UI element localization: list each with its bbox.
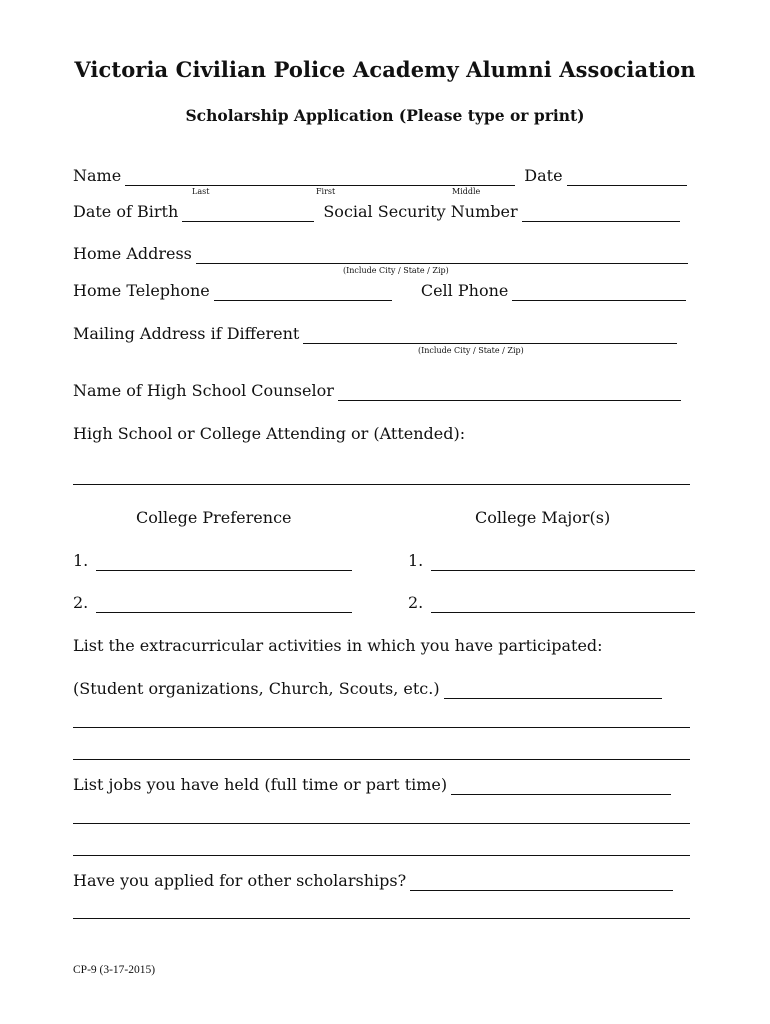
extracurricular-examples-label: (Student organizations, Church, Scouts, etc.) [73,679,440,698]
date-field[interactable] [567,169,687,186]
college-major-1-row [408,551,695,571]
mailing-address-hint: (Include City / State / Zip) [418,346,524,355]
home-address-row [73,244,688,264]
counselor-label: Name of High School Counselor [73,381,334,400]
date-label: Date [524,166,563,185]
page-subtitle: Scholarship Application (Please type or print) [185,106,585,125]
home-phone-label: Home Telephone [73,281,210,300]
extracurricular-field-3[interactable] [73,759,690,760]
home-phone-field[interactable] [214,284,392,301]
other-scholarships-row [73,871,673,891]
mailing-address-row [73,324,677,344]
school-label-row [73,424,465,444]
jobs-label: List jobs you have held (full time or part time) [73,775,448,794]
name-last-hint: Last [192,187,210,196]
college-pref-2-field[interactable] [96,596,352,613]
college-pref-1-number: 1. [73,551,89,570]
college-major-2-field[interactable] [431,596,695,613]
jobs-field-2[interactable] [73,823,690,824]
page-title: Victoria Civilian Police Academy Alumni Association [74,57,696,82]
college-pref-2-number: 2. [73,593,89,612]
home-address-label: Home Address [73,244,192,263]
name-row [73,166,687,186]
extracurricular-label: List the extracurricular activities in which you have participated: [73,636,603,655]
school-label: High School or College Attending or (Attended): [73,424,466,443]
dob-label: Date of Birth [73,202,179,221]
jobs-row [73,775,671,795]
counselor-row [73,381,681,401]
form-code: CP-9 (3-17-2015) [73,964,156,976]
name-label: Name [73,166,122,185]
extracurricular-field-1[interactable] [444,682,662,699]
ssn-field[interactable] [522,205,680,222]
mailing-address-field[interactable] [303,327,677,344]
college-major-heading: College Major(s) [475,508,611,527]
college-pref-2-row [73,593,352,613]
ssn-label: Social Security Number [323,202,518,221]
college-pref-1-row [73,551,352,571]
home-address-field[interactable] [196,247,688,264]
college-preference-heading: College Preference [136,508,292,527]
name-field[interactable] [125,169,515,186]
jobs-field-3[interactable] [73,855,690,856]
college-major-2-number: 2. [408,593,424,612]
name-middle-hint: Middle [452,187,481,196]
phone-row [73,281,686,301]
jobs-field-1[interactable] [451,778,671,795]
other-scholarships-label: Have you applied for other scholarships? [73,871,407,890]
school-field[interactable] [73,484,690,485]
college-major-1-number: 1. [408,551,424,570]
other-scholarships-field-2[interactable] [73,918,690,919]
college-major-2-row [408,593,695,613]
college-pref-1-field[interactable] [96,554,352,571]
extracurricular-field-2[interactable] [73,727,690,728]
extracurricular-row [73,636,603,656]
cell-phone-label: Cell Phone [420,281,509,300]
dob-field[interactable] [182,205,314,222]
dob-row [73,202,680,222]
counselor-field[interactable] [338,384,681,401]
home-address-hint: (Include City / State / Zip) [343,266,449,275]
other-scholarships-field-1[interactable] [410,874,673,891]
extracurricular-examples-row [73,679,662,699]
college-major-1-field[interactable] [431,554,695,571]
name-first-hint: First [316,187,336,196]
cell-phone-field[interactable] [512,284,686,301]
mailing-address-label: Mailing Address if Different [73,324,300,343]
